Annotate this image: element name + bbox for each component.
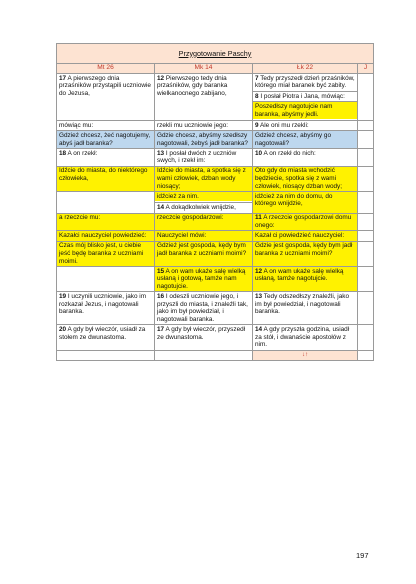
- verse-text: Ale oni mu rzekli:: [258, 121, 309, 129]
- verse-segment: [59, 326, 152, 341]
- table-row: [57, 120, 374, 130]
- cell-mk: [155, 131, 253, 149]
- cell-mt: [57, 231, 155, 241]
- verse-text: Oto gdy do miasta wchodzić będziecie, spotka się z wami człowiek, niosący dzban wody;: [255, 167, 343, 190]
- verse-segment: [255, 75, 355, 90]
- cell-mt: [57, 266, 155, 291]
- verse-text: A on rzekł:: [66, 149, 98, 157]
- verse-text: Gdzie jest gospoda, kędy bym jadł baranka z uczniami moimi?: [255, 242, 353, 257]
- verse-text: I posłał Piotra i Jana, mówiąc:: [258, 92, 345, 100]
- verse-segment: [59, 75, 152, 98]
- verse-segment: [255, 167, 355, 190]
- verse-number: 20: [59, 326, 67, 334]
- verse-segment: [255, 242, 355, 257]
- footer-reference: ↓↑: [253, 350, 358, 360]
- verse-text: I uczynili uczniowie, jako im rozkazał Jezus, i nagotowali baranka.: [59, 293, 147, 316]
- cell-j: [358, 213, 374, 231]
- verse-text: A rzeczcie gospodarzowi domu onego:: [255, 214, 352, 230]
- verse-segment: [255, 132, 355, 147]
- table-row: [57, 231, 374, 241]
- verse-text: A pierwszego dnia przaśników przystąpili uczniowie do Jezusa,: [59, 74, 151, 97]
- cell-lk: [253, 120, 358, 130]
- verse-text: A on wam ukaże salę wielką usłaną i gotową, tamże nam nagotujcie.: [157, 267, 246, 290]
- verse-number: 13: [255, 293, 263, 301]
- verse-segment: [59, 150, 152, 158]
- title-cell: [57, 44, 374, 64]
- verse-segment: [157, 75, 250, 98]
- cell-mk: [155, 148, 253, 166]
- cell-lk: [253, 192, 358, 214]
- column-header-row: [57, 63, 374, 73]
- verse-text: I odeszli uczniowie jego, i przyszli do miasta, i znaleźli tak, jako im był powiedział, i nagotowali baranka.: [157, 293, 248, 323]
- verse-number: 16: [157, 293, 165, 301]
- cell-mt: [57, 325, 155, 350]
- verse-text: idźcież za nim do domu, do którego wnijdzie,: [255, 192, 333, 208]
- verse-number: 18: [59, 149, 67, 157]
- cell-j: [358, 120, 374, 130]
- cell-j: [358, 292, 374, 325]
- verse-segment: [253, 101, 357, 119]
- verse-text: A gdy przyszła godzina, usiadł za stół, i dwanaście apostołów z nim.: [255, 326, 350, 349]
- cell-lk: [253, 131, 358, 149]
- cell-j: [358, 166, 374, 191]
- cell-lk: [253, 231, 358, 241]
- cell-mk: [155, 266, 253, 291]
- verse-segment: [157, 232, 250, 240]
- verse-segment: [157, 293, 250, 323]
- cell-mt: [57, 120, 155, 130]
- verse-number: 12: [255, 267, 263, 275]
- cell-mt: [57, 73, 155, 120]
- table-row: [57, 292, 374, 325]
- verse-number: 19: [59, 293, 67, 301]
- verse-number: 10: [255, 149, 263, 157]
- cell-j: [358, 325, 374, 350]
- cell-mt: [57, 241, 155, 266]
- cell-lk: [253, 325, 358, 350]
- verse-segment: [59, 132, 152, 147]
- synopsis-table: [56, 43, 374, 361]
- verse-segment: [59, 167, 152, 182]
- verse-segment: [255, 326, 355, 349]
- column-header-j: J: [358, 63, 374, 73]
- verse-text: Gdzie chcesz, abyśmy szedłszy nagotowali, żebyś jadł baranka?: [157, 131, 248, 147]
- cell-mk: [155, 325, 253, 350]
- verse-segment: [255, 293, 355, 316]
- cell-mk: [155, 120, 253, 130]
- verse-segment: [157, 150, 250, 165]
- table-title: Przygotowanie Paschy: [178, 48, 252, 58]
- table-row: [57, 213, 374, 231]
- verse-text: Kazał ci powiedzieć nauczyciel:: [255, 232, 345, 240]
- verse-segment: [157, 122, 250, 130]
- verse-text: Gdzież jest gospoda, kędy bym jadł baranka z uczniami moimi?: [157, 242, 247, 257]
- table-row: [57, 73, 374, 120]
- cell-mk: [155, 73, 253, 120]
- verse-text: Idźcie do miasta, a spotka się z wami człowiek, dzban wody niosący;: [157, 167, 246, 190]
- verse-number: 9: [255, 121, 259, 129]
- verse-segment: [255, 122, 355, 130]
- verse-segment: [157, 214, 250, 222]
- table-row: [57, 148, 374, 166]
- cell-j: [358, 148, 374, 166]
- verse-number: 15: [157, 267, 165, 275]
- column-header-lk: Łk 22: [253, 63, 358, 73]
- column-header-mt: Mt 26: [57, 63, 155, 73]
- cell-mt: [57, 192, 155, 214]
- cell-mk: [155, 292, 253, 325]
- cell-mk: [155, 241, 253, 266]
- footer-row: [57, 350, 374, 360]
- verse-segment: [155, 202, 252, 212]
- verse-number: 8: [255, 92, 259, 100]
- verse-segment: [253, 91, 357, 101]
- page-number: 197: [356, 551, 369, 560]
- cell-j: [358, 241, 374, 266]
- verse-text: Idźcie do miasta, do niektórego człowieka,: [59, 167, 148, 183]
- cell-lk: [253, 213, 358, 231]
- column-header-mk: Mk 14: [155, 63, 253, 73]
- footer-empty-cell: [358, 350, 374, 360]
- verse-segment: [59, 242, 152, 265]
- verse-text: idźcież za nim.: [157, 192, 199, 200]
- table-row: [57, 266, 374, 291]
- cell-mt: [57, 148, 155, 166]
- cell-lk: [253, 73, 358, 120]
- verse-segment: [157, 167, 250, 190]
- verse-text: I posłał dwóch z uczniów swych, i rzekł im:: [157, 149, 237, 165]
- verse-text: Gdzież chcesz, abyśmy go nagotowali?: [255, 131, 332, 147]
- verse-text: rzekli mu uczniowie jego:: [157, 121, 229, 129]
- verse-text: a rzeczcie mu:: [59, 214, 101, 222]
- verse-number: 7: [255, 74, 259, 82]
- cell-j: [358, 231, 374, 241]
- verse-segment: [59, 122, 152, 130]
- cell-lk: [253, 292, 358, 325]
- verse-text: A dokądkolwiek wnijdzie,: [164, 204, 236, 212]
- cell-mt: [57, 213, 155, 231]
- verse-text: Tedy przyszedł dzień przaśników, którego miał baranek być zabity.: [255, 74, 355, 90]
- cell-mk: [155, 213, 253, 231]
- verse-number: 17: [157, 326, 165, 334]
- footer-empty-cell: [57, 350, 155, 360]
- verse-number: 12: [157, 74, 165, 82]
- verse-number: 11: [255, 214, 262, 222]
- verse-text: A gdy był wieczór, usiadł za stołem ze dwunastoma.: [59, 326, 146, 341]
- verse-segment: [157, 242, 250, 257]
- verse-text: Kazałci nauczyciel powiedzieć:: [59, 232, 147, 240]
- verse-segment: [59, 214, 152, 222]
- verse-text: Poszedłszy nagotujcie nam baranka, abyśmy jedli.: [255, 103, 333, 118]
- table-row: [57, 192, 374, 214]
- cell-j: [358, 131, 374, 149]
- verse-number: 14: [157, 204, 165, 212]
- verse-segment: [59, 293, 152, 316]
- verse-segment: [157, 132, 250, 147]
- cell-lk: [253, 241, 358, 266]
- verse-text: rzeczcie gospodarzowi:: [157, 214, 224, 222]
- verse-text: A on wam ukaże salę wielką usłaną, tamże nagotujcie.: [255, 267, 344, 283]
- table-row: [57, 166, 374, 191]
- cell-lk: [253, 266, 358, 291]
- cell-mk: [155, 166, 253, 191]
- cell-mk: [155, 231, 253, 241]
- table-row: [57, 131, 374, 149]
- cell-lk: [253, 148, 358, 166]
- verse-segment: [255, 268, 355, 283]
- cell-j: [358, 192, 374, 214]
- footer-empty-cell: [155, 350, 253, 360]
- verse-text: Nauczyciel mówi:: [157, 232, 207, 240]
- verse-text: Czas mój blisko jest, u ciebie jeść będę baranka z uczniami moimi.: [59, 242, 144, 265]
- verse-segment: [155, 192, 252, 201]
- cell-mt: [57, 292, 155, 325]
- verse-segment: [157, 268, 250, 291]
- verse-number: 14: [255, 326, 263, 334]
- cell-mt: [57, 166, 155, 191]
- verse-text: mówiąc mu:: [59, 121, 94, 129]
- cell-j: [358, 73, 374, 120]
- verse-text: Tedy odszedłszy znaleźli, jako im był powiedział, i nagotowali baranka.: [255, 293, 350, 316]
- verse-segment: [255, 150, 355, 158]
- table-row: [57, 241, 374, 266]
- verse-segment: [157, 326, 250, 341]
- cell-j: [358, 266, 374, 291]
- verse-text: Gdzież chcesz, żeć nagotujemy, abyś jadł baranka?: [59, 131, 151, 147]
- table-row: [57, 325, 374, 350]
- verse-text: A gdy był wieczór, przyszedł ze dwunastoma.: [157, 326, 246, 341]
- verse-text: Pierwszego tedy dnia przaśników, gdy baranka wielkanocnego zabijano,: [157, 74, 228, 97]
- cell-mk: [155, 192, 253, 214]
- cell-mt: [57, 131, 155, 149]
- cell-lk: [253, 166, 358, 191]
- verse-number: 13: [157, 149, 165, 157]
- verse-number: 17: [59, 74, 67, 82]
- verse-segment: [255, 214, 355, 229]
- verse-segment: [59, 232, 152, 240]
- verse-text: A on rzekł do nich:: [262, 149, 316, 157]
- verse-segment: [255, 232, 355, 240]
- verse-segment: [255, 193, 355, 208]
